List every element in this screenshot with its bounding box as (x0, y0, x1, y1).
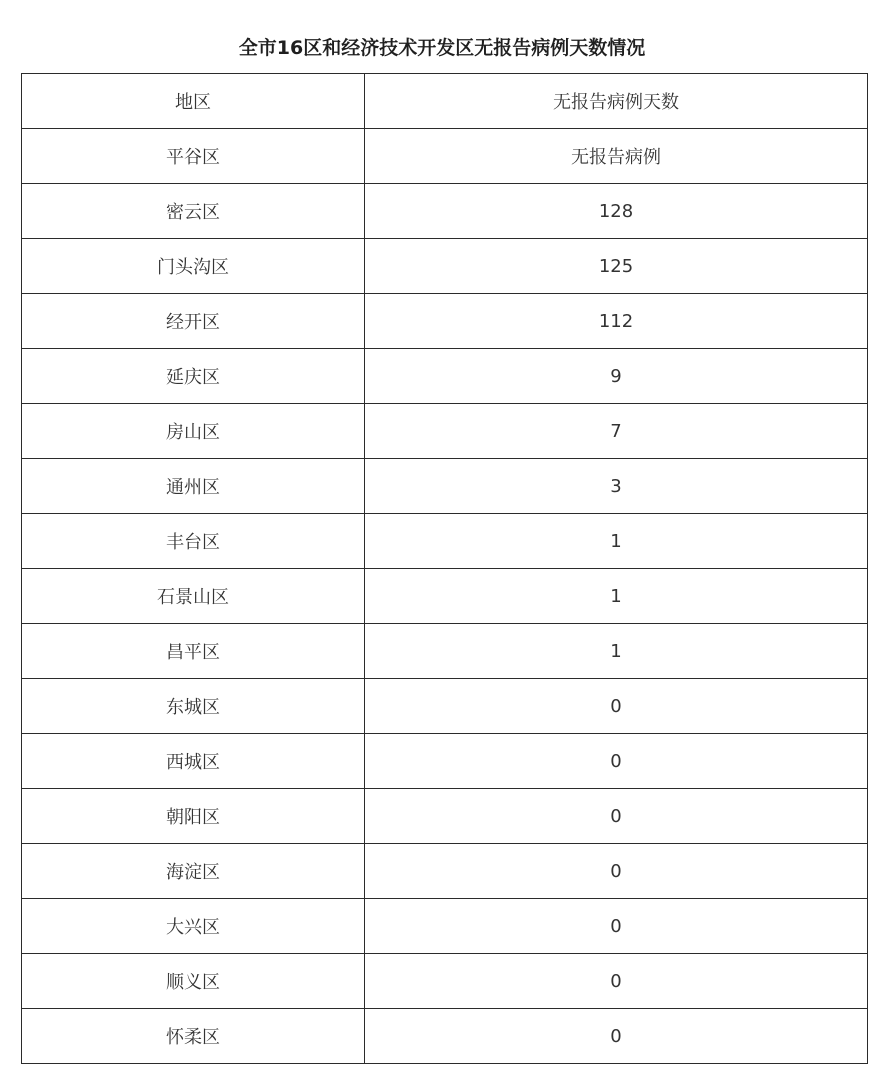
table-row (22, 789, 868, 844)
days-cell: 1 (365, 514, 868, 569)
days-cell: 0 (365, 954, 868, 1009)
region-cell: 延庆区 (22, 349, 365, 404)
region-cell: 密云区 (22, 184, 365, 239)
days-cell: 112 (365, 294, 868, 349)
days-cell: 3 (365, 459, 868, 514)
region-cell: 石景山区 (22, 569, 365, 624)
region-cell: 海淀区 (22, 844, 365, 899)
table-body (22, 74, 868, 1064)
table-row (22, 954, 868, 1009)
region-cell: 西城区 (22, 734, 365, 789)
region-cell: 昌平区 (22, 624, 365, 679)
table-row (22, 404, 868, 459)
header-region: 地区 (22, 74, 365, 129)
table-row (22, 129, 868, 184)
days-cell: 无报告病例 (365, 129, 868, 184)
table-row (22, 624, 868, 679)
table-row (22, 1009, 868, 1064)
days-cell: 0 (365, 679, 868, 734)
region-cell: 朝阳区 (22, 789, 365, 844)
page-title: 全市16区和经济技术开发区无报告病例天数情况 (238, 37, 646, 59)
region-cell: 东城区 (22, 679, 365, 734)
table-row (22, 569, 868, 624)
days-cell: 0 (365, 844, 868, 899)
region-cell: 怀柔区 (22, 1009, 365, 1064)
days-cell: 9 (365, 349, 868, 404)
days-cell: 0 (365, 1009, 868, 1064)
table-row (22, 459, 868, 514)
days-cell: 1 (365, 569, 868, 624)
table-row (22, 734, 868, 789)
days-cell: 7 (365, 404, 868, 459)
table-row (22, 679, 868, 734)
region-cell: 丰台区 (22, 514, 365, 569)
table-row (22, 349, 868, 404)
table-row (22, 184, 868, 239)
days-cell: 0 (365, 789, 868, 844)
table-row (22, 294, 868, 349)
region-cell: 经开区 (22, 294, 365, 349)
days-cell: 1 (365, 624, 868, 679)
region-cell: 通州区 (22, 459, 365, 514)
region-cell: 顺义区 (22, 954, 365, 1009)
region-cell: 大兴区 (22, 899, 365, 954)
table-row (22, 239, 868, 294)
table-row (22, 844, 868, 899)
region-cell: 门头沟区 (22, 239, 365, 294)
table-row (22, 514, 868, 569)
days-cell: 125 (365, 239, 868, 294)
days-cell: 128 (365, 184, 868, 239)
region-cell: 平谷区 (22, 129, 365, 184)
table-row (22, 899, 868, 954)
header-days: 无报告病例天数 (365, 74, 868, 129)
no-case-days-table (21, 73, 868, 1064)
region-cell: 房山区 (22, 404, 365, 459)
table-header-row (22, 74, 868, 129)
days-cell: 0 (365, 899, 868, 954)
days-cell: 0 (365, 734, 868, 789)
